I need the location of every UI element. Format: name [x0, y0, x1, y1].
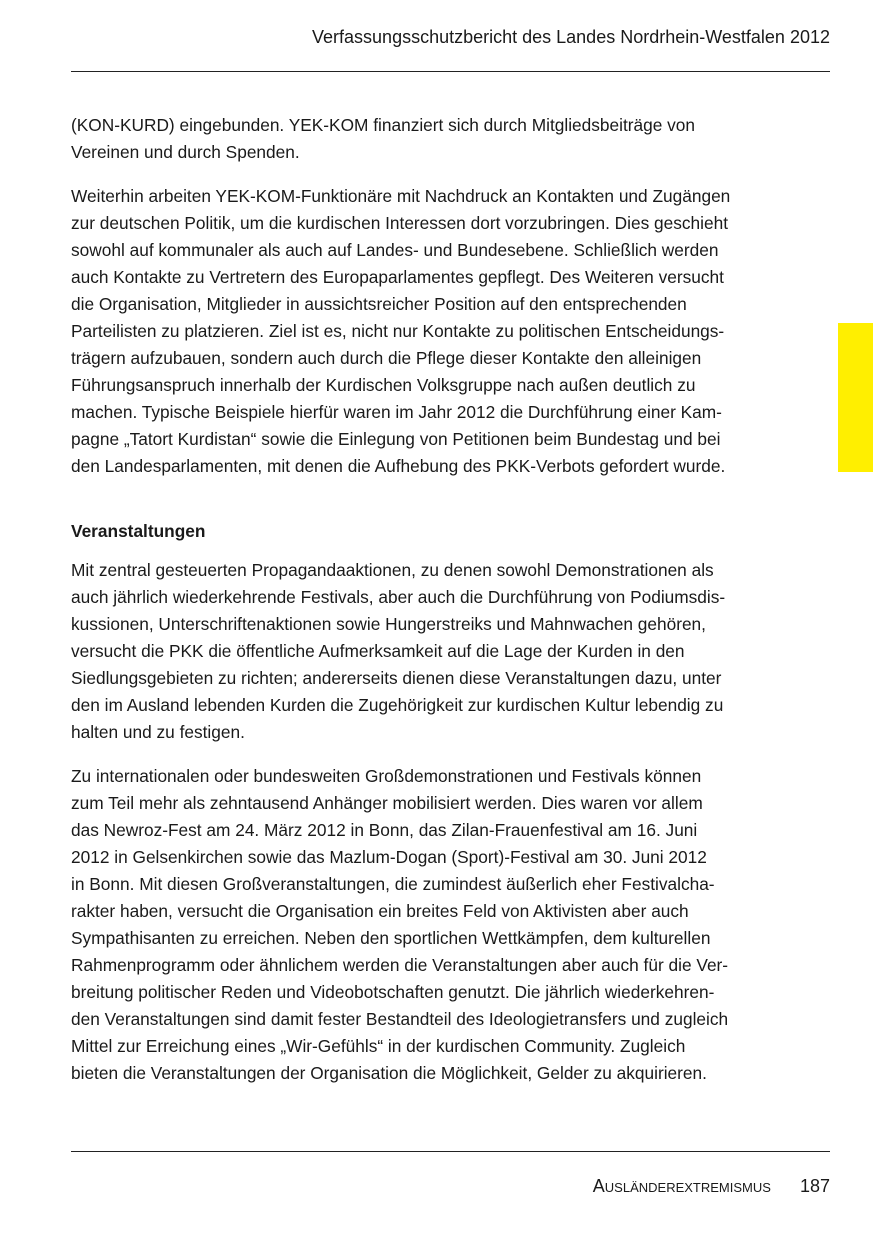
- paragraph: [71, 112, 791, 166]
- page-footer: [593, 1174, 830, 1198]
- text-line: bieten die Veranstaltungen der Organisation die Möglichkeit, Gelder zu akquirieren.: [71, 1063, 707, 1083]
- text-line: rakter haben, versucht die Organisation ein breites Feld von Aktivisten aber auch: [71, 901, 689, 921]
- text-line: sowohl auf kommunaler als auch auf Landes- und Bundesebene. Schließlich werden: [71, 240, 719, 260]
- text-line: halten und zu festigen.: [71, 722, 245, 742]
- text-line: (KON-KURD) eingebunden. YEK-KOM finanziert sich durch Mitgliedsbeiträge von: [71, 115, 696, 135]
- text-line: den im Ausland lebenden Kurden die Zugehörigkeit zur kurdischen Kultur lebendig zu: [71, 695, 724, 715]
- chapter-tab-marker: [838, 323, 873, 472]
- paragraphs-after-heading: [71, 557, 791, 1087]
- text-line: in Bonn. Mit diesen Großveranstaltungen, die zumindest äußerlich eher Festivalcha-: [71, 874, 715, 894]
- text-line: zum Teil mehr als zehntausend Anhänger mobilisiert werden. Dies waren vor allem: [71, 793, 703, 813]
- paragraph: [71, 557, 791, 746]
- text-line: Führungsanspruch innerhalb der Kurdischen Volksgruppe nach außen deutlich zu: [71, 375, 696, 395]
- text-line: das Newroz-Fest am 24. März 2012 in Bonn, das Zilan-Frauenfestival am 16. Juni: [71, 820, 698, 840]
- text-line: Weiterhin arbeiten YEK-KOM-Funktionäre mit Nachdruck an Kontakten und Zugängen: [71, 186, 731, 206]
- text-line: pagne „Tatort Kurdistan“ sowie die Einlegung von Petitionen beim Bundestag und bei: [71, 429, 721, 449]
- text-line: zur deutschen Politik, um die kurdischen Interessen dort vorzubringen. Dies geschieht: [71, 213, 729, 233]
- page-number: 187: [799, 1176, 830, 1196]
- text-line: auch jährlich wiederkehrende Festivals, aber auch die Durchführung von Podiumsdis-: [71, 587, 726, 607]
- text-line: Rahmenprogramm oder ähnlichem werden die Veranstaltungen aber auch für die Ver-: [71, 955, 729, 975]
- header-divider: [71, 71, 830, 72]
- text-line: Siedlungsgebieten zu richten; andererseits dienen diese Veranstaltungen dazu, unter: [71, 668, 722, 688]
- text-line: kussionen, Unterschriftenaktionen sowie Hungerstreiks und Mahnwachen gehören,: [71, 614, 706, 634]
- paragraph: [71, 183, 791, 480]
- text-line: Mittel zur Erreichung eines „Wir-Gefühls“ in der kurdischen Community. Zugleich: [71, 1036, 686, 1056]
- text-line: trägern aufzubauen, sondern auch durch die Pflege dieser Kontakte den alleinigen: [71, 348, 702, 368]
- footer-section-name: Ausländerextremismus: [592, 1176, 771, 1196]
- text-line: versucht die PKK die öffentliche Aufmerksamkeit auf die Lage der Kurden in den: [71, 641, 685, 661]
- text-line: Sympathisanten zu erreichen. Neben den sportlichen Wettkämpfen, dem kulturellen: [71, 928, 711, 948]
- footer-divider: [71, 1151, 830, 1152]
- text-line: die Organisation, Mitglieder in aussichtsreicher Position auf den entsprechenden: [71, 294, 687, 314]
- page-body: [71, 112, 791, 1104]
- text-line: den Landesparlamenten, mit denen die Aufhebung des PKK-Verbots gefordert wurde.: [71, 456, 726, 476]
- text-line: machen. Typische Beispiele hierfür waren im Jahr 2012 die Durchführung einer Kam-: [71, 402, 722, 422]
- text-line: Vereinen und durch Spenden.: [71, 142, 300, 162]
- text-line: auch Kontakte zu Vertretern des Europaparlamentes gepflegt. Des Weiteren versucht: [71, 267, 724, 287]
- text-line: den Veranstaltungen sind damit fester Bestandteil des Ideologietransfers und zugleich: [71, 1009, 729, 1029]
- text-line: breitung politischer Reden und Videobotschaften genutzt. Die jährlich wiederkehren-: [71, 982, 715, 1002]
- paragraphs-before-heading: [71, 112, 791, 480]
- text-line: 2012 in Gelsenkirchen sowie das Mazlum-Dogan (Sport)-Festival am 30. Juni 2012: [71, 847, 707, 867]
- text-line: Mit zentral gesteuerten Propagandaaktionen, zu denen sowohl Demonstrationen als: [71, 560, 714, 580]
- paragraph: [71, 763, 791, 1087]
- section-heading: Veranstaltungen: [71, 521, 206, 541]
- text-line: Parteilisten zu platzieren. Ziel ist es, nicht nur Kontakte zu politischen Entscheidungs-: [71, 321, 725, 341]
- text-line: Zu internationalen oder bundesweiten Großdemonstrationen und Festivals können: [71, 766, 702, 786]
- running-header-title: Verfassungsschutzbericht des Landes Nordrhein-Westfalen 2012: [312, 27, 830, 47]
